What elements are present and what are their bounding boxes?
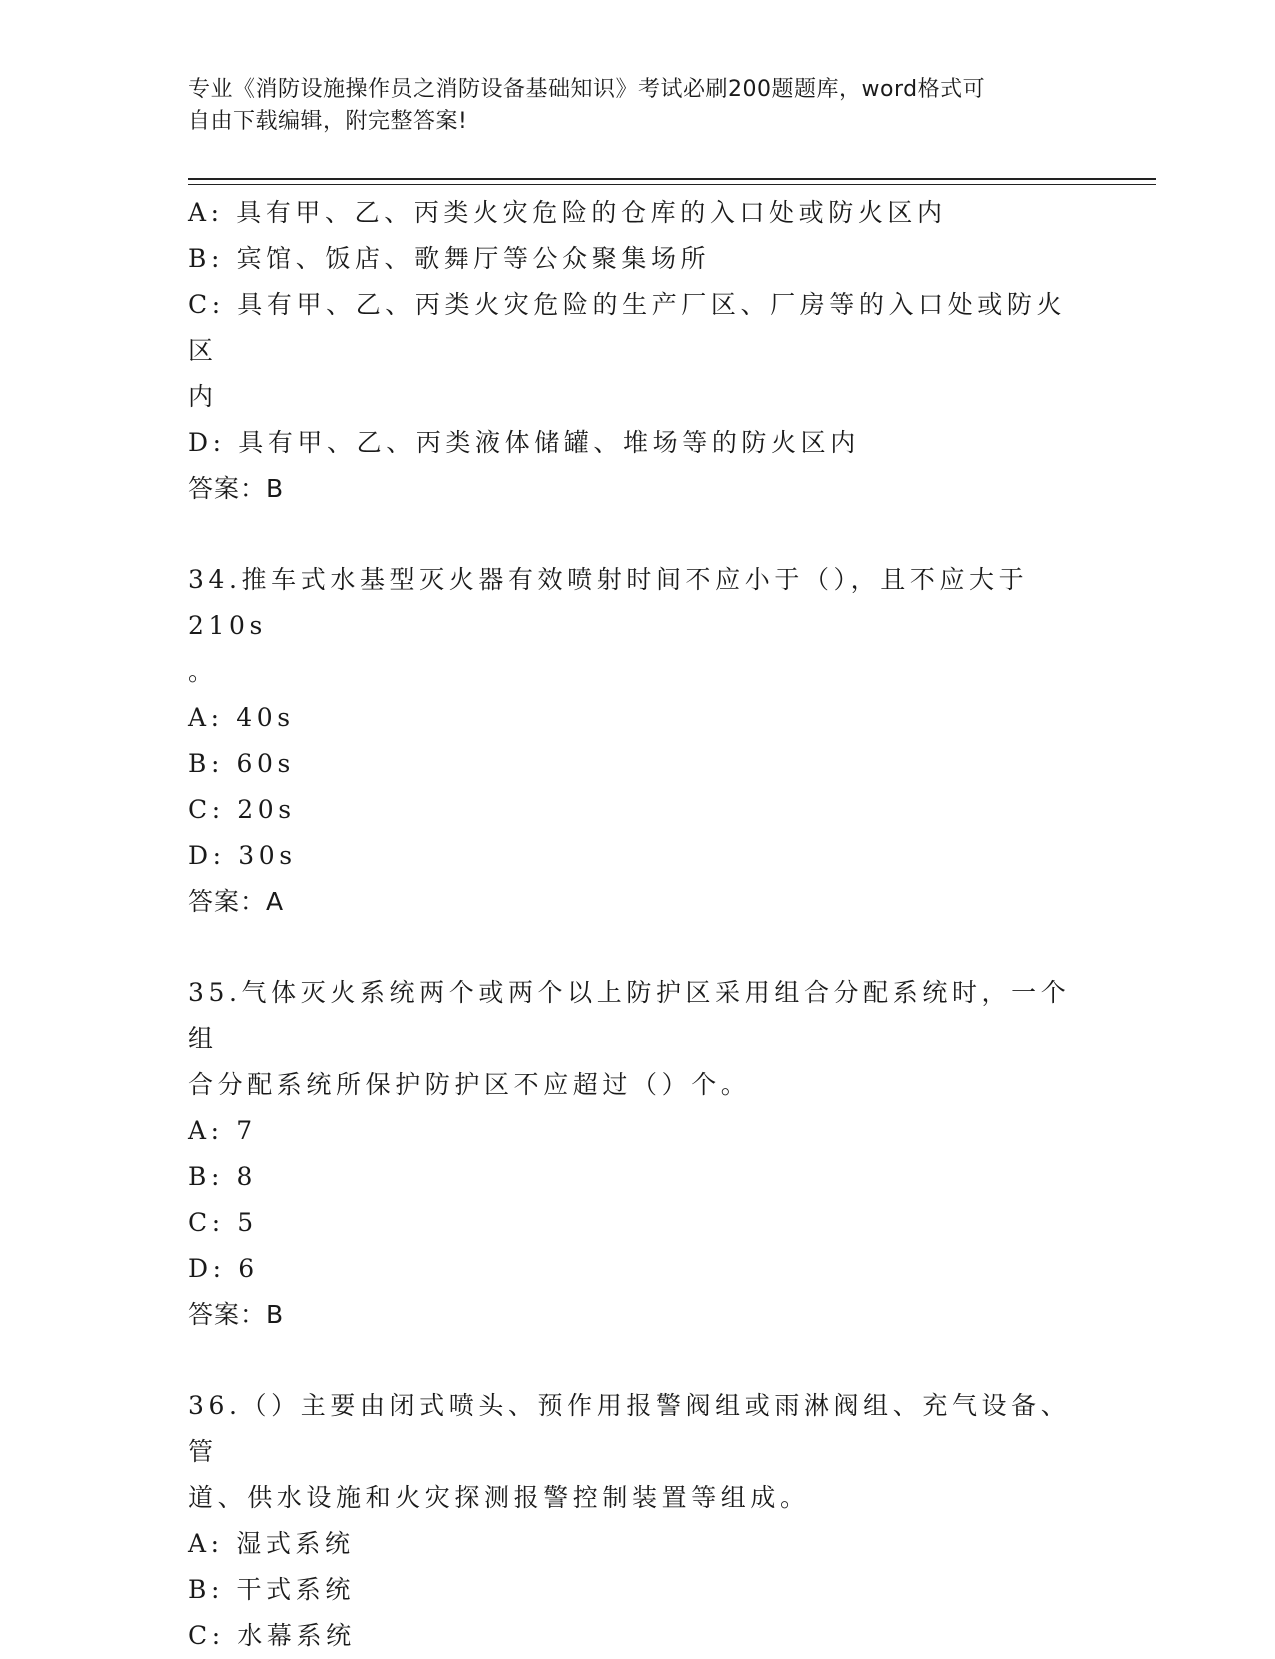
document-header (188, 74, 1068, 138)
answer: 答案：A (188, 887, 285, 916)
question-stem-continued: 道、供水设施和火灾探测报警控制装置等组成。 (188, 1483, 810, 1512)
question-stem-continued: 。 (188, 657, 218, 686)
question-block-34 (188, 557, 1088, 925)
option-b: B: 宾馆、饭店、歌舞厅等公众聚集场所 (188, 244, 711, 273)
option-d: D: 6 (188, 1254, 259, 1283)
option-b: B: 8 (188, 1162, 258, 1191)
spacer (188, 925, 1088, 970)
option-b: B: 干式系统 (188, 1575, 355, 1604)
question-block-36 (188, 1383, 1088, 1659)
option-a: A: 7 (188, 1116, 257, 1145)
question-stem: 35.气体灭火系统两个或两个以上防护区采用组合分配系统时，一个组 (188, 978, 1071, 1053)
option-c: C: 水幕系统 (188, 1621, 356, 1650)
spacer (188, 512, 1088, 557)
option-d: D: 具有甲、乙、丙类液体储罐、堆场等的防火区内 (188, 428, 860, 457)
header-line-2: 自由下载编辑，附完整答案! (188, 109, 468, 134)
option-c: C: 20s (188, 795, 296, 824)
header-line-1: 专业《消防设施操作员之消防设备基础知识》考试必刷200题题库，word格式可 (188, 77, 986, 102)
header-rule-thin (188, 184, 1156, 185)
header-rule-thick (188, 178, 1156, 180)
document-body (188, 190, 1088, 1659)
option-c-continued: 内 (188, 382, 218, 411)
spacer (188, 1338, 1088, 1383)
question-block-33 (188, 190, 1088, 512)
question-stem: 34.推车式水基型灭火器有效喷射时间不应小于（），且不应大于210s (188, 565, 1029, 640)
option-a: A: 湿式系统 (188, 1529, 355, 1558)
question-stem: 36.（）主要由闭式喷头、预作用报警阀组或雨淋阀组、充气设备、管 (188, 1391, 1071, 1466)
answer: 答案：B (188, 474, 285, 503)
option-a: A: 40s (188, 703, 295, 732)
question-block-35 (188, 970, 1088, 1338)
answer: 答案：B (188, 1300, 285, 1329)
question-stem-continued: 合分配系统所保护防护区不应超过（）个。 (188, 1070, 751, 1099)
option-d: D: 30s (188, 841, 297, 870)
option-c: C: 具有甲、乙、丙类火灾危险的生产厂区、厂房等的入口处或防火区 (188, 290, 1067, 365)
option-a: A: 具有甲、乙、丙类火灾危险的仓库的入口处或防火区内 (188, 198, 947, 227)
option-c: C: 5 (188, 1208, 258, 1237)
option-b: B: 60s (188, 749, 295, 778)
